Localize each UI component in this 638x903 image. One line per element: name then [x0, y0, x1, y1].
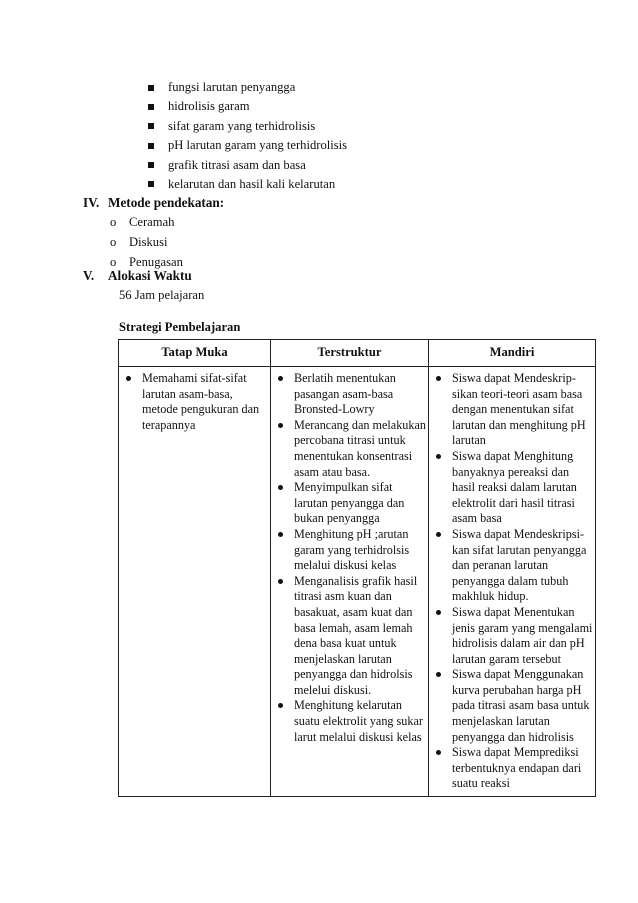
duration-text: 56 Jam pelajaran	[119, 288, 205, 302]
list-item: Menghitung pH ;arutan garam yang terhidrolsis melalui diskusi kelas	[275, 527, 426, 574]
bullet-icon	[278, 485, 283, 490]
bullet-icon	[436, 610, 441, 615]
bullet-icon	[278, 703, 283, 708]
bullet-icon	[436, 672, 441, 677]
list-item: Menghitung kelarutan suatu elektrolit yang sukar larut melalui diskusi kelas	[275, 698, 426, 745]
bullet-icon	[436, 376, 441, 381]
list-item: Siswa dapat Menggunakan kurva perubahan harga pH pada titrasi asam basa untuk menjelaskan larutan penyangga dan hidrolisis	[433, 667, 593, 745]
list-item: o Diskusi	[110, 232, 183, 252]
square-bullet-icon	[148, 104, 154, 110]
list-item: Berlatih menentukan pasangan asam-basa Bronsted-Lowry	[275, 371, 426, 418]
circle-bullet-icon: o	[110, 215, 117, 229]
column-header-tatap-muka: Tatap Muka	[119, 340, 271, 367]
list-item: Memahami sifat-sifat larutan asam-basa, metode pengukuran dan terapannya	[123, 371, 268, 433]
column-header-mandiri: Mandiri	[429, 340, 596, 367]
square-bullet-icon	[148, 123, 154, 129]
cell-tatap-muka	[119, 367, 271, 797]
list-item: Merancang dan melakukan percobana titrasi untuk menentukan konsentrasi asam atau basa.	[275, 418, 426, 480]
cell-mandiri	[429, 367, 596, 797]
list-item: Siswa dapat Mendeskripsi-kan sifat larutan penyangga dan peranan larutan penyangga dalam tubuh makhluk hidup.	[433, 527, 593, 605]
list-item: hidrolisis garam	[145, 97, 347, 116]
list-item: Siswa dapat Mendeskrip-sikan teori-teori asam basa dengan menentukan sifat larutan dan menghitung pH larutan	[433, 371, 593, 449]
bullet-icon	[126, 376, 131, 381]
list-item: fungsi larutan penyangga	[145, 78, 347, 97]
list-item: sifat garam yang terhidrolisis	[145, 117, 347, 136]
bullet-icon	[436, 750, 441, 755]
square-bullet-icon	[148, 85, 154, 91]
list-item: grafik titrasi asam dan basa	[145, 156, 347, 175]
cell-terstruktur	[271, 367, 429, 797]
list-item: o Penugasan	[110, 252, 183, 272]
bullet-icon	[278, 532, 283, 537]
list-item: Siswa dapat Menghitung banyaknya pereaksi dan hasil reaksi dalam larutan elektrolit dari hasil titrasi asam basa	[433, 449, 593, 527]
list-item: Siswa dapat Memprediksi terbentuknya endapan dari suatu reaksi	[433, 745, 593, 792]
bullet-icon	[436, 454, 441, 459]
strategy-title: Strategi Pembelajaran	[119, 320, 241, 334]
method-list	[110, 212, 183, 272]
circle-bullet-icon: o	[110, 235, 117, 249]
list-item: pH larutan garam yang terhidrolisis	[145, 136, 347, 155]
list-item: kelarutan dan hasil kali kelarutan	[145, 175, 347, 194]
column-header-terstruktur: Terstruktur	[271, 340, 429, 367]
list-item: o Ceramah	[110, 212, 183, 232]
circle-bullet-icon: o	[110, 255, 117, 269]
strategy-table	[118, 339, 596, 797]
list-item: Menyimpulkan sifat larutan penyangga dan bukan penyangga	[275, 480, 426, 527]
table-header-row	[119, 340, 596, 367]
bullet-icon	[278, 376, 283, 381]
table-row	[119, 367, 596, 797]
list-item: Menganalisis grafik hasil titrasi asm kuan dan basakuat, asam kuat dan basa lemah, asam lemah dena basa kuat untuk menjelaskan larutan penyangga dan hidrolsis melelui diskusi.	[275, 574, 426, 699]
section-heading-alokasi: V. Alokasi Waktu	[83, 268, 192, 283]
list-item: Siswa dapat Menentukan jenis garam yang mengalami hidrolisis dalam air dan pH larutan garam tersebut	[433, 605, 593, 667]
bullet-icon	[278, 579, 283, 584]
topic-list	[145, 78, 347, 194]
square-bullet-icon	[148, 181, 154, 187]
bullet-icon	[436, 532, 441, 537]
bullet-icon	[278, 423, 283, 428]
section-heading-metode: IV. Metode pendekatan:	[83, 195, 225, 210]
square-bullet-icon	[148, 162, 154, 168]
square-bullet-icon	[148, 143, 154, 149]
